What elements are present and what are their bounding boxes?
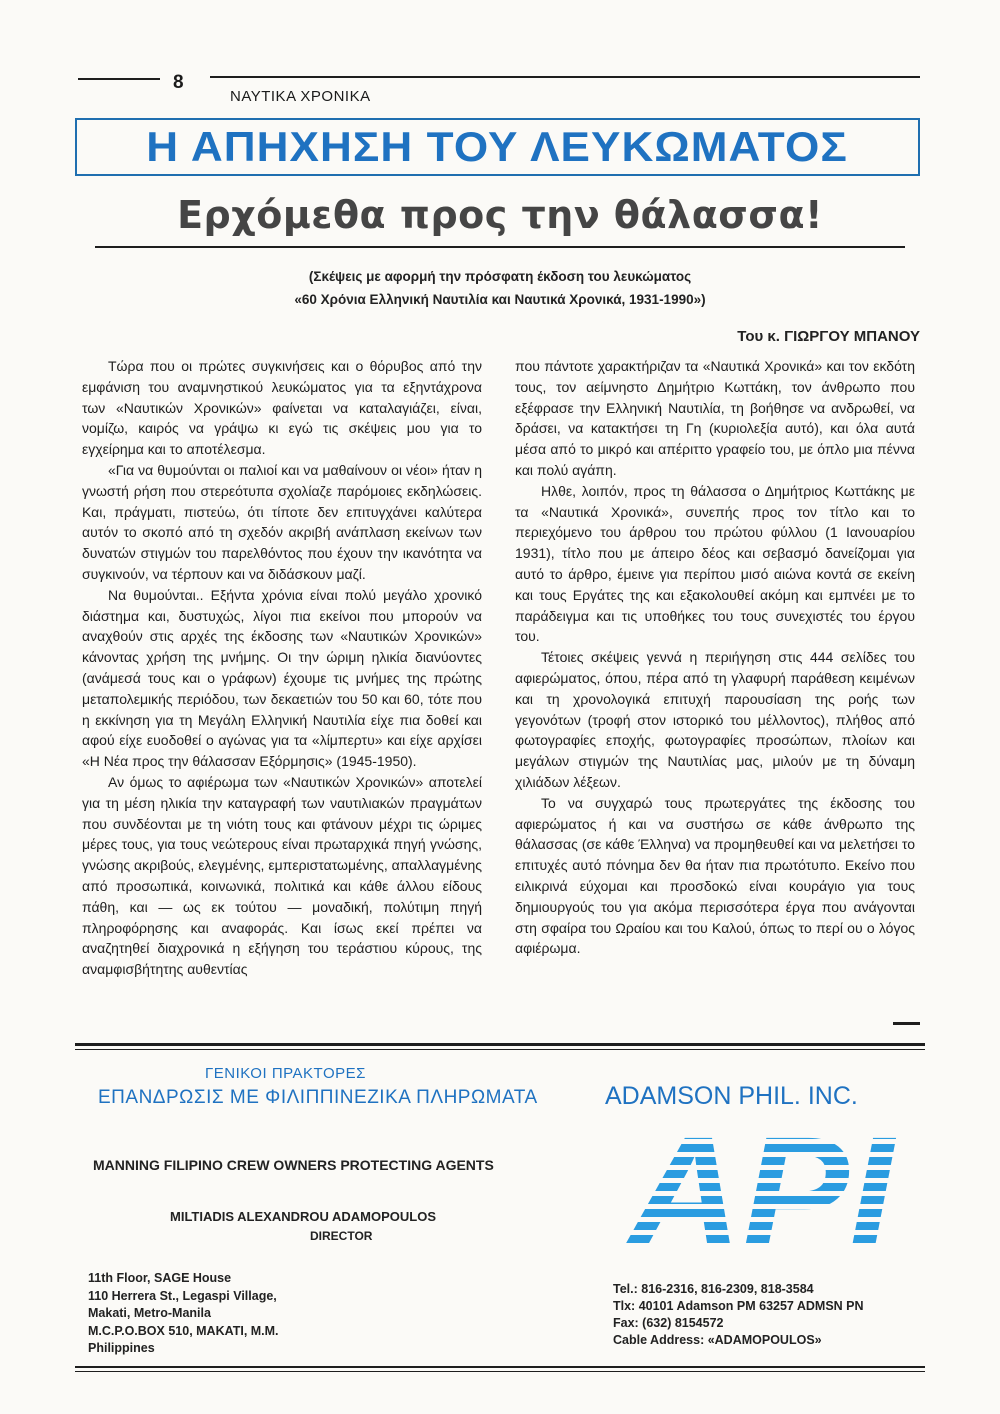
- section-title: Η ΑΠΗΧΗΣΗ ΤΟΥ ΛΕΥΚΩΜΑΤΟΣ: [146, 123, 849, 170]
- address-line: Philippines: [88, 1341, 155, 1355]
- api-logo: [626, 1103, 894, 1282]
- ad-director-title: DIRECTOR: [310, 1229, 373, 1243]
- headline-rule: [95, 246, 905, 248]
- paragraph: Τώρα που οι πρώτες συγκινήσεις και ο θόρυβος από την εμφάνιση του αναμνηστικού λευκώματος για τα εξηντάχρονα των «Ναυτικών Χρονικών» φαίνεται να καταλαγιάζει, είναι, νομίζω, καιρός να γράψω κι εγώ τις σκέψεις μου για το εγχείρημα και το αποτέλεσμα.: [82, 358, 482, 458]
- intro-line-1: (Σκέψεις με αφορμή την πρόσφατη έκδοση του λευκώματος: [308, 269, 692, 284]
- ad-bottom-rule: [75, 1366, 925, 1368]
- address-line: Makati, Metro-Manila: [88, 1306, 211, 1320]
- ad-bottom-rule-thin: [75, 1371, 925, 1372]
- ad-tagline: MANNING FILIPINO CREW OWNERS PROTECTING AGENTS: [93, 1157, 494, 1173]
- ad-director-name: MILTIADIS ALEXANDROU ADAMOPOULOS: [170, 1209, 437, 1224]
- contact-line: Tel.: 816-2316, 816-2309, 818-3584: [613, 1282, 814, 1296]
- header-rule-right: [210, 76, 920, 78]
- article-intro: [100, 265, 900, 311]
- contact-line: Fax: (632) 8154572: [613, 1316, 724, 1330]
- section-title-box: [75, 118, 920, 176]
- publication-name: ΝΑΥΤΙΚΑ ΧΡΟΝΙΚΑ: [230, 88, 371, 105]
- article-column-right: [515, 356, 915, 959]
- ad-contact: [613, 1281, 864, 1349]
- intro-line-2: «60 Χρόνια Ελληνική Ναυτιλία και Ναυτικά Χρονικά, 1931-1990»): [294, 292, 706, 307]
- ad-company-name: ADAMSON PHIL. INC.: [605, 1082, 858, 1110]
- ad-top-rule-thin: [75, 1049, 925, 1050]
- ad-address: [88, 1270, 279, 1358]
- header-rule-left: [78, 78, 160, 80]
- page-number: 8: [173, 72, 184, 93]
- ad-heading-general-agents: ΓΕΝΙΚΟΙ ΠΡΑΚΤΟΡΕΣ: [205, 1065, 366, 1082]
- address-line: 11th Floor, SAGE House: [88, 1271, 232, 1285]
- ad-top-rule: [75, 1043, 925, 1046]
- article-byline: Του κ. ΓΙΩΡΓΟΥ ΜΠΑΝΟΥ: [737, 328, 920, 345]
- contact-line: Cable Address: «ADAMOPOULOS»: [613, 1333, 822, 1347]
- address-line: 110 Herrera St., Legaspi Village,: [88, 1288, 277, 1303]
- paragraph: Ηλθε, λοιπόν, προς τη θάλασσα ο Δημήτριος Κωττάκης με τα «Ναυτικά Χρονικά», συνεπής προς τον τίτλο και το περιεχόμενο του άρθρου του πρώτου φύλλου (1 Ιανουαρίου 1931), τίτλο που με άπειρο δέος και σεβασμό δανείζομαι για αυτό το άρθρο, έμεινε για περίπου μισό αιώνα κοντά σε εκείνη και τους Εργάτες της και εξακολουθεί ακόμη και εμπνέει με το παράδειγμα και τις υποθήκες του τους συνεχιστές του έργου του.: [515, 482, 915, 645]
- paragraph: Τέτοιες σκέψεις γεννά η περιήγηση στις 444 σελίδες του αφιερώματος, όπου, πέρα από τη γλαφυρή παράθεση κειμένων και τη χρονολογικά επιτυχή παρουσίαση της ροής των γεγονότων (τροφή στον ιστορικό του μέλλοντος), πλήθος από φωτογραφίες εποχής, φωτογραφίες προσώπων, πλοίων και μεγάλων στιγμών της Ναυτιλίας μας, μιλούν με τη δύναμη χιλιάδων λέξεων.: [515, 649, 915, 790]
- paragraph: που πάντοτε χαρακτήριζαν τα «Ναυτικά Χρονικά» και τον εκδότη τους, τον αείμνηστο Δημήτριο Κωττάκη, τον άνθρωπο που εξέφρασε την Ελληνική Ναυτιλία, τη βοήθησε να ανδρωθεί, να δράσει, να κατακτήσει τη Γη (κυριολεξία αυτό), και όλα αυτά μέσα από το μικρό και απέριττο γραφείο του, με όπλο μια πέννα και πολύ αγάπη.: [515, 358, 915, 478]
- article-column-left: [82, 356, 482, 980]
- paragraph: Αν όμως το αφιέρωμα των «Ναυτικών Χρονικών» αποτελεί για τη μέση ηλικία την καταγραφή των ναυτιλιακών πραγμάτων που συνδέονται με τη νιότη τους και φτάνουν μέχρι τις ώριμες μέρες τους, για τους νεώτερους είναι πρωταρχικά πηγή γνώσης, γνώσης ακριβούς, ελεγμένης, εμπεριστατωμένης, απαλλαγμένης από προσωπικά, κοινωνικά, πολιτικά και κάθε άλλου είδους πάθη, και — ως εκ τούτου — μοναδική, πολύτιμη πηγή πληροφόρησης και αναφοράς. Και ίσως εκεί πρέπει να αναζητηθεί διαχρονικά η εξήγηση του τεράστιου κύρους, της αναμφισβήτητης αυθεντίας: [82, 773, 482, 978]
- api-logo-text: API: [626, 1103, 894, 1282]
- article-headline: Ερχόμεθα προς την θάλασσα!: [177, 193, 823, 237]
- paragraph: Το να συγχαρώ τους πρωτεργάτες της έκδοσης του αφιερώματος ή και να συστήσω σε κάθε άνθρωπο της θάλασσας (σε κάθε Έλληνα) να προμηθευθεί και να μελετήσει το επιτυχές αυτό πόνημα δεν θα ήταν πια πρωτότυπο. Εκείνο που ειλικρινά εύχομαι και προσδοκώ είναι κουράγιο για τους δημιουργούς του για ακόμα περισσότερα έργα που ανάγονται στη σφαίρα του Ωραίου και του Καλού, όπως το περί ου ο λόγος αφιέρωμα.: [515, 794, 915, 957]
- paragraph: «Για να θυμούνται οι παλιοί και να μαθαίνουν οι νέοι» ήταν η γνωστή ρήση που στερεότυπα σχολίαζε παρόμοιες εκδηλώσεις. Και, πράγματι, πιστεύω, ότι τίποτε δεν επιτυγχάνει καλύτερα αυτόν το σκοπό από τη σχεδόν ακριβή ανάπλαση εκείνων των δυνατών στιγμών του παρελθόντος που έχουν την ικανότητα να συγκινούν, να τέρπουν και να διδάσκουν μαζί.: [82, 461, 482, 582]
- ad-heading-manning: ΕΠΑΝΔΡΩΣΙΣ ΜΕ ΦΙΛΙΠΠΙΝΕΖΙΚΑ ΠΛΗΡΩΜΑΤΑ: [98, 1087, 538, 1108]
- contact-line: Tlx: 40101 Adamson PM 63257 ADMSN PN: [613, 1299, 864, 1313]
- address-line: M.C.P.O.BOX 510, MAKATI, M.M.: [88, 1323, 279, 1338]
- paragraph: Να θυμούνται.. Εξήντα χρόνια είναι πολύ μεγάλο χρονικό διάστημα και, δυστυχώς, λίγοι πια εκείνοι που μπορούν να αναχθούν στις αρχές της έκδοσης των «Ναυτικών Χρονικών» κάνοντας χρήση της μνήμης. Οι την ώριμη ηλικία διανύοντες (ανάμεσά τους και ο γράφων) έχουμε τις μνήμες της πρώτης μεταπολεμικής περιόδου, των δεκαετιών του 50 και 60, τότε που η εκκίνηση για τη Μεγάλη Ελληνική Ναυτιλία είχε πια δοθεί και αφού είχε ευοδοθεί ο αγώνας για τα «λίμπερτυ» και είχε αρχίσει «Η Νέα προς την θάλασσαν Εξόρμησις» (1945-1950).: [82, 586, 482, 770]
- article-end-mark: [893, 1022, 920, 1025]
